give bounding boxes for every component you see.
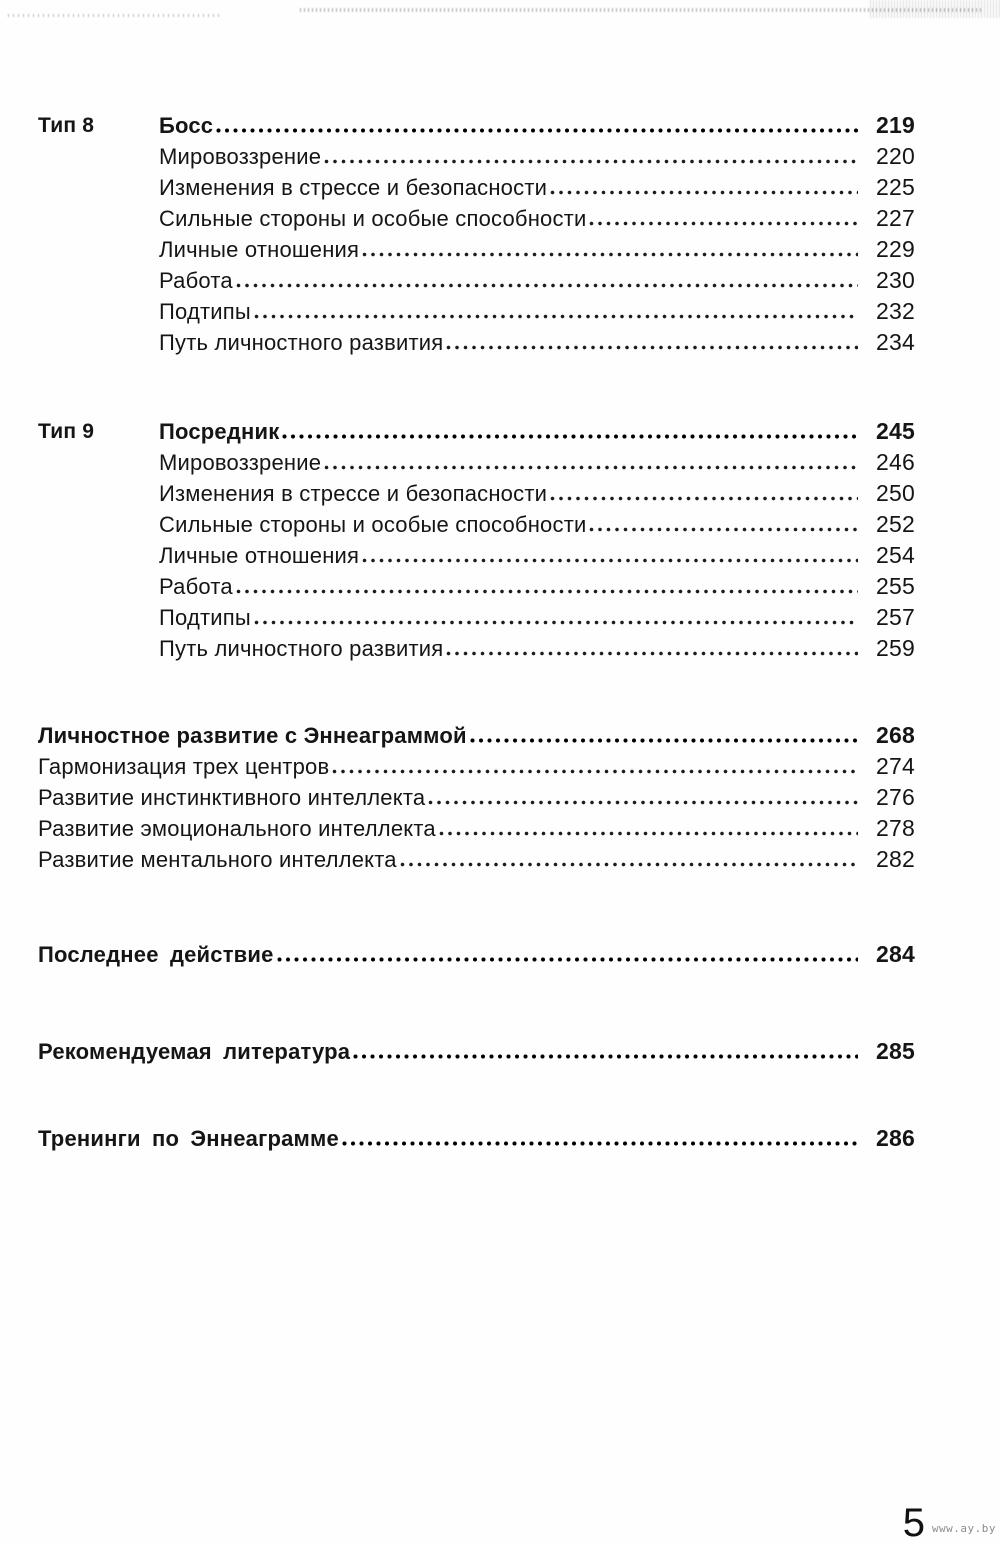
toc-entry-page: 234 [876, 329, 915, 355]
toc-entry [159, 602, 915, 633]
toc-entry-label: Босс [159, 113, 214, 138]
toc-entry-label: Рекомендуемая литература [38, 1039, 351, 1064]
toc-entry [159, 234, 915, 265]
toc-entry-page: 284 [876, 941, 915, 967]
toc-entry-page: 257 [876, 604, 915, 630]
toc-entry-page: 259 [876, 635, 915, 661]
toc-entry [38, 720, 915, 751]
toc-entry [159, 447, 915, 478]
toc-entry-label: Мировоззрение [159, 450, 322, 475]
type-label: Тип 8 [38, 114, 95, 137]
toc-entry-label: Изменения в стрессе и безопасности [159, 481, 548, 506]
dot-leader [362, 252, 858, 257]
toc-entry-label: Сильные стороны и особые способности [159, 512, 587, 537]
dot-leader [342, 1141, 858, 1146]
toc-entry [159, 633, 915, 664]
scan-noise-artifact [8, 14, 223, 17]
toc-entry-label: Подтипы [159, 299, 251, 324]
toc-entry-label: Подтипы [159, 605, 251, 630]
toc-entry-page: 219 [876, 112, 915, 138]
toc-entry-page: 252 [876, 511, 915, 537]
toc-section [38, 1123, 915, 1154]
toc-entry-page: 229 [876, 236, 915, 262]
dot-leader [277, 957, 858, 962]
toc-section [38, 110, 915, 358]
toc-entry-page: 274 [876, 753, 915, 779]
toc-entry-label: Последнее действие [38, 942, 274, 967]
toc-entry-page: 220 [876, 143, 915, 169]
toc-entry-label: Личностное развитие с Эннеаграммой [38, 723, 467, 748]
toc-entry-label: Путь личностного развития [159, 330, 444, 355]
toc-entry-label: Работа [159, 268, 233, 293]
toc-entry [38, 782, 915, 813]
toc-entry-label: Путь личностного развития [159, 636, 444, 661]
toc-entry-label: Развитие эмоционального интеллекта [38, 816, 436, 841]
toc-entry-label: Личные отношения [159, 543, 360, 568]
toc-entry-label: Развитие инстинктивного интеллекта [38, 785, 426, 810]
dot-leader [589, 221, 858, 226]
type-label: Тип 9 [38, 420, 95, 443]
toc-entry [159, 172, 915, 203]
dot-leader [428, 800, 858, 805]
toc-entry-page: 245 [876, 418, 915, 444]
dot-leader [236, 283, 858, 288]
toc-entries [38, 939, 915, 970]
dot-leader [362, 558, 858, 563]
dot-leader [550, 496, 858, 501]
toc-entry [159, 296, 915, 327]
scan-noise-artifact [870, 0, 1000, 18]
toc-entry-page: 250 [876, 480, 915, 506]
toc-entry [159, 265, 915, 296]
dot-leader [254, 620, 858, 625]
toc-entry-label: Развитие ментального интеллекта [38, 847, 397, 872]
watermark: www.ay.by [931, 1522, 996, 1535]
dot-leader [439, 831, 858, 836]
toc-entry [159, 509, 915, 540]
toc-entry-label: Тренинги по Эннеаграмме [38, 1126, 339, 1151]
dot-leader [446, 345, 858, 350]
toc-entry-label: Работа [159, 574, 233, 599]
dot-leader [236, 589, 858, 594]
dot-leader [470, 738, 858, 743]
page-number: 5 [902, 1501, 925, 1545]
toc-entry [159, 203, 915, 234]
toc-entry [159, 141, 915, 172]
toc-entries [38, 1123, 915, 1154]
toc-entry [159, 478, 915, 509]
dot-leader [446, 651, 858, 656]
toc-entry-page: 282 [876, 846, 915, 872]
toc-entry [159, 571, 915, 602]
toc-entries [159, 416, 915, 664]
toc-entry [159, 416, 915, 447]
dot-leader [324, 465, 858, 470]
toc-entry-page: 227 [876, 205, 915, 231]
dot-leader [400, 862, 858, 867]
toc-entries [159, 110, 915, 358]
toc-entry-page: 225 [876, 174, 915, 200]
toc-section [38, 1036, 915, 1067]
toc-entry-page: 268 [876, 722, 915, 748]
toc-entry-page: 254 [876, 542, 915, 568]
dot-leader [550, 190, 858, 195]
dot-leader [216, 128, 858, 133]
toc-entry [38, 939, 915, 970]
toc-entry [159, 110, 915, 141]
toc-entry-page: 255 [876, 573, 915, 599]
toc-entries [38, 720, 915, 875]
dot-leader [589, 527, 858, 532]
toc-entry-page: 278 [876, 815, 915, 841]
toc-entry [159, 327, 915, 358]
dot-leader [353, 1054, 858, 1059]
dot-leader [254, 314, 858, 319]
toc-entry [38, 751, 915, 782]
toc-entry [38, 813, 915, 844]
toc-entry [38, 1036, 915, 1067]
toc-section [38, 720, 915, 875]
table-of-contents [38, 110, 915, 1154]
toc-entry [38, 844, 915, 875]
toc-section [38, 939, 915, 970]
scan-noise-artifact [300, 8, 982, 12]
toc-entry-page: 246 [876, 449, 915, 475]
toc-entry-page: 230 [876, 267, 915, 293]
toc-entry [159, 540, 915, 571]
toc-entry-label: Гармонизация трех центров [38, 754, 330, 779]
toc-entry-page: 232 [876, 298, 915, 324]
toc-entry-label: Личные отношения [159, 237, 360, 262]
toc-entry-label: Изменения в стрессе и безопасности [159, 175, 548, 200]
toc-entry-label: Мировоззрение [159, 144, 322, 169]
dot-leader [324, 159, 858, 164]
toc-entries [38, 1036, 915, 1067]
toc-entry-page: 276 [876, 784, 915, 810]
toc-entry [38, 1123, 915, 1154]
toc-entry-label: Посредник [159, 419, 280, 444]
toc-section [38, 416, 915, 664]
dot-leader [282, 434, 858, 439]
dot-leader [332, 769, 858, 774]
toc-entry-page: 285 [876, 1038, 915, 1064]
toc-entry-page: 286 [876, 1125, 915, 1151]
toc-entry-label: Сильные стороны и особые способности [159, 206, 587, 231]
